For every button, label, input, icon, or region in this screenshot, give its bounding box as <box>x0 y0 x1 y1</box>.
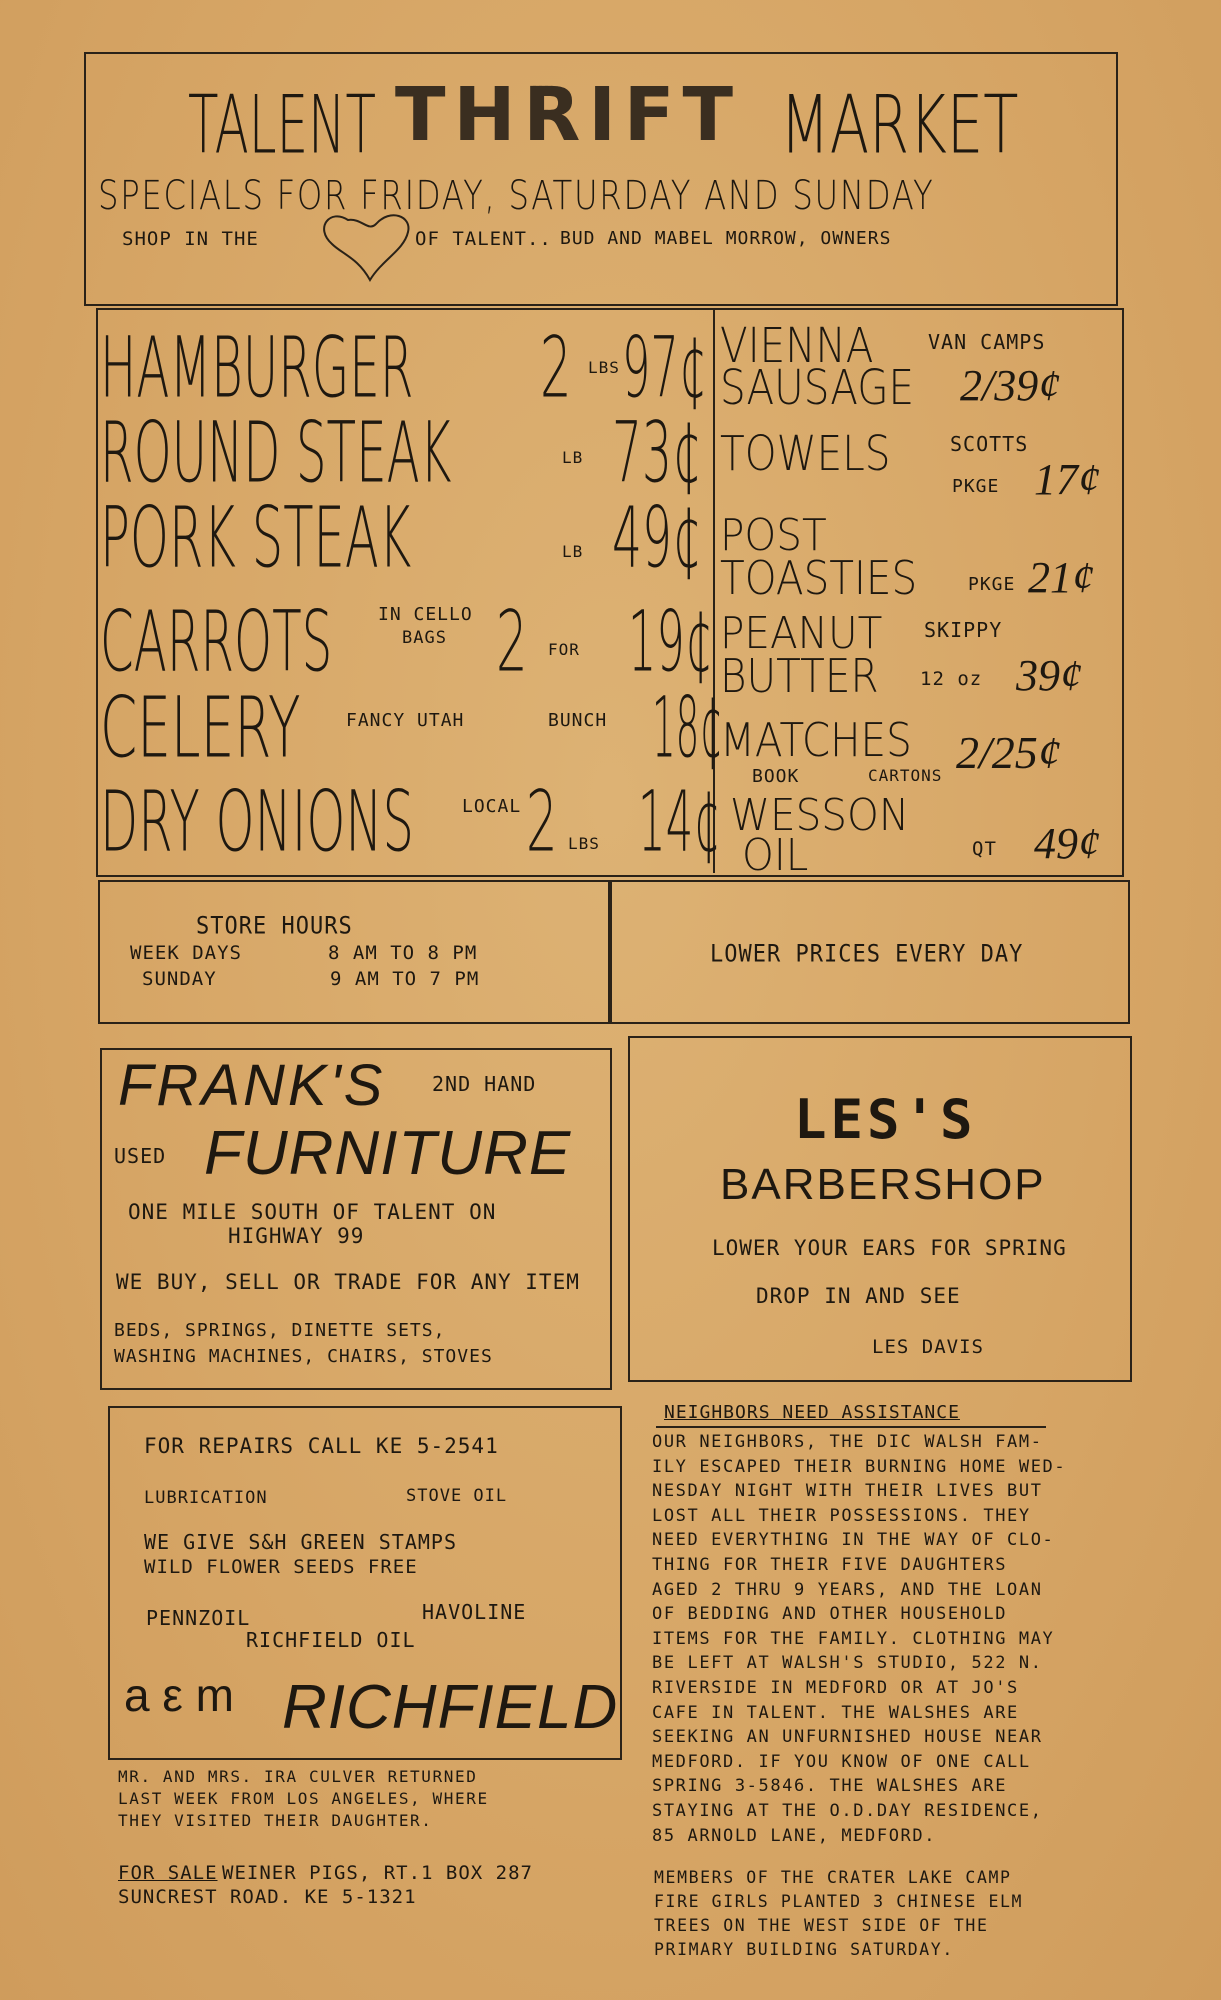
butter-unit: 12 oz <box>920 668 983 690</box>
les-signature: LES DAVIS <box>872 1336 984 1358</box>
culver-note-line: THEY VISITED THEIR DAUGHTER. <box>118 1811 433 1830</box>
towels-unit: PKGE <box>952 476 1000 497</box>
matches-brand: BOOK <box>752 766 800 787</box>
franks-furniture: FURNITURE <box>204 1119 572 1188</box>
item-matches: MATCHES <box>720 714 912 768</box>
richfield-logo-letters: a ε m <box>124 1669 234 1721</box>
neighbors-article-line: STAYING AT THE O.D.DAY RESIDENCE, <box>652 1800 1043 1821</box>
neighbors-article-line: 85 ARNOLD LANE, MEDFORD. <box>652 1825 937 1846</box>
franks-items-1: BEDS, SPRINGS, DINETTE SETS, <box>114 1320 446 1341</box>
neighbors-article-line: CAFE IN TALENT. THE WALSHES ARE <box>652 1702 1019 1723</box>
carrots-price: 19¢ <box>628 592 714 691</box>
neighbors-article-line: LOST ALL THEIR POSSESSIONS. THEY <box>652 1505 1031 1526</box>
franks-used: USED <box>114 1144 167 1168</box>
les-line-2: DROP IN AND SEE <box>756 1284 961 1308</box>
neighbors-article-line: BE LEFT AT WALSH'S STUDIO, 522 N. <box>652 1653 1043 1674</box>
culver-note-line: MR. AND MRS. IRA CULVER RETURNED <box>118 1767 478 1786</box>
towels-brand: SCOTTS <box>950 432 1029 456</box>
item-towels: TOWELS <box>720 426 891 483</box>
les-barbershop: BARBERSHOP <box>720 1160 1046 1209</box>
franks-2nd-hand: 2ND HAND <box>432 1072 537 1096</box>
heart-icon <box>318 210 418 290</box>
item-oil: OIL <box>742 830 809 881</box>
item-post: POST <box>720 510 827 561</box>
carrots-note2: BAGS <box>402 628 447 648</box>
culver-note-line: LAST WEEK FROM LOS ANGELES, WHERE <box>118 1789 489 1808</box>
item-butter: BUTTER <box>720 650 879 704</box>
richfield-havoline: HAVOLINE <box>422 1600 527 1624</box>
hamburger-qty: 2 <box>540 318 572 417</box>
oil-unit: QT <box>972 838 997 860</box>
matches-price: 2/25¢ <box>956 727 1061 778</box>
item-wesson: WESSON <box>730 790 910 841</box>
onions-note: LOCAL <box>462 796 522 817</box>
franks-items-2: WASHING MACHINES, CHAIRS, STOVES <box>114 1346 493 1367</box>
carrots-unit: FOR <box>548 640 580 659</box>
celery-unit: BUNCH <box>548 710 608 731</box>
hamburger-price: 97¢ <box>622 318 708 417</box>
title-market: MARKET <box>780 80 1019 173</box>
franks-location-2: HIGHWAY 99 <box>228 1224 365 1248</box>
neighbors-article-line: OUR NEIGHBORS, THE DIC WALSH FAM- <box>652 1432 1043 1452</box>
richfield-seeds: WILD FLOWER SEEDS FREE <box>144 1556 418 1578</box>
neighbors-article-line: RIVERSIDE IN MEDFORD OR AT JO'S <box>652 1677 1019 1698</box>
neighbors-article-line: SEEKING AN UNFURNISHED HOUSE NEAR <box>652 1727 1043 1748</box>
onions-qty: 2 <box>526 772 558 871</box>
butter-price: 39¢ <box>1016 651 1082 700</box>
neighbors-article-line: NEED EVERYTHING IN THE WAY OF CLO- <box>652 1530 1055 1551</box>
shop-in-the: SHOP IN THE <box>122 228 259 250</box>
toasties-unit: PKGE <box>968 574 1016 595</box>
title-thrift: THRIFT <box>395 80 780 150</box>
richfield-lubrication: LUBRICATION <box>144 1488 268 1508</box>
crater-lake-note-line: TREES ON THE WEST SIDE OF THE <box>654 1916 989 1935</box>
sunday-label: SUNDAY <box>142 968 217 990</box>
neighbors-article <box>652 1430 1066 1848</box>
franks-title: FRANK'S <box>118 1053 386 1118</box>
crater-lake-note-line: PRIMARY BUILDING SATURDAY. <box>654 1940 954 1959</box>
towels-price: 17¢ <box>1034 455 1100 504</box>
owners-line: BUD AND MABEL MORROW, OWNERS <box>560 228 892 249</box>
richfield-stamps: WE GIVE S&H GREEN STAMPS <box>144 1530 457 1554</box>
celery-price: 18¢ <box>652 678 724 777</box>
vienna-brand: VAN CAMPS <box>928 330 1046 354</box>
oil-price: 49¢ <box>1034 819 1100 868</box>
sunday-time: 9 AM TO 7 PM <box>330 968 480 990</box>
item-round-steak: ROUND STEAK <box>100 403 452 502</box>
for-sale-line-1: WEINER PIGS, RT.1 BOX 287 <box>222 1862 533 1884</box>
hours-title: STORE HOURS <box>196 912 353 941</box>
round-steak-price: 73¢ <box>612 403 702 502</box>
item-peanut: PEANUT <box>720 608 883 659</box>
hamburger-unit: LBS <box>588 358 620 377</box>
neighbors-heading: NEIGHBORS NEED ASSISTANCE <box>664 1402 960 1423</box>
celery-note: FANCY UTAH <box>346 710 465 731</box>
carrots-qty: 2 <box>496 592 528 691</box>
les-line-1: LOWER YOUR EARS FOR SPRING <box>712 1236 1067 1260</box>
item-hamburger: HAMBURGER <box>100 318 414 417</box>
neighbors-article-line: ITEMS FOR THE FAMILY. CLOTHING MAY <box>652 1628 1055 1649</box>
franks-location-1: ONE MILE SOUTH OF TALENT ON <box>128 1200 497 1224</box>
matches-unit: CARTONS <box>868 766 943 785</box>
richfield-repairs: FOR REPAIRS CALL KE 5-2541 <box>144 1434 499 1458</box>
culver-note <box>118 1766 489 1832</box>
weekdays-label: WEEK DAYS <box>130 942 242 964</box>
weekdays-time: 8 AM TO 8 PM <box>328 942 478 964</box>
specials-line: SPECIALS FOR FRIDAY, SATURDAY AND SUNDAY <box>98 172 935 219</box>
slogan-text: LOWER PRICES EVERY DAY <box>710 940 1024 969</box>
toasties-price: 21¢ <box>1028 553 1094 602</box>
neighbors-article-line: SPRING 3-5846. THE WALSHES ARE <box>652 1776 1008 1797</box>
crater-lake-note-line: FIRE GIRLS PLANTED 3 CHINESE ELM <box>654 1892 1024 1911</box>
item-toasties: TOASTIES <box>720 552 918 606</box>
sausage-price: 2/39¢ <box>960 361 1061 410</box>
onions-unit: LBS <box>568 834 600 853</box>
of-talent: OF TALENT.. <box>415 228 552 250</box>
pork-steak-price: 49¢ <box>612 488 702 587</box>
for-sale-label: FOR SALE <box>118 1862 218 1884</box>
crater-lake-note <box>654 1866 1023 1962</box>
les-title: LES'S <box>794 1088 977 1151</box>
neighbors-article-line: OF BEDDING AND OTHER HOUSEHOLD <box>652 1604 1008 1625</box>
for-sale-line-2: SUNCREST ROAD. KE 5-1321 <box>118 1886 417 1908</box>
round-steak-unit: LB <box>562 448 584 467</box>
neighbors-article-line: MEDFORD. IF YOU KNOW OF ONE CALL <box>652 1751 1031 1772</box>
carrots-note1: IN CELLO <box>378 604 473 625</box>
neighbors-article-line: THING FOR THEIR FIVE DAUGHTERS <box>652 1554 1008 1575</box>
neighbors-heading-rule <box>656 1426 1046 1428</box>
item-vienna: VIENNA <box>720 318 874 375</box>
crater-lake-note-line: MEMBERS OF THE CRATER LAKE CAMP <box>654 1868 1012 1887</box>
item-celery: CELERY <box>100 678 301 777</box>
pork-steak-unit: LB <box>562 542 584 561</box>
richfield-pennzoil: PENNZOIL <box>146 1606 251 1630</box>
item-pork-steak: PORK STEAK <box>100 488 412 587</box>
neighbors-article-line: NESDAY NIGHT WITH THEIR LIVES BUT <box>652 1481 1043 1502</box>
item-sausage: SAUSAGE <box>720 360 915 417</box>
onions-price: 14¢ <box>638 772 721 871</box>
richfield-logo: RICHFIELD <box>282 1673 619 1742</box>
franks-buy-sell: WE BUY, SELL OR TRADE FOR ANY ITEM <box>116 1270 580 1294</box>
neighbors-article-line: AGED 2 THRU 9 YEARS, AND THE LOAN <box>652 1579 1043 1600</box>
richfield-oil: RICHFIELD OIL <box>246 1628 416 1652</box>
item-dry-onions: DRY ONIONS <box>100 772 414 871</box>
item-carrots: CARROTS <box>100 592 333 691</box>
neighbors-article-line: ILY ESCAPED THEIR BURNING HOME WED- <box>652 1456 1067 1477</box>
richfield-stove-oil: STOVE OIL <box>406 1486 508 1506</box>
title-talent: TALENT <box>188 80 376 173</box>
peanut-brand: SKIPPY <box>924 618 1003 642</box>
